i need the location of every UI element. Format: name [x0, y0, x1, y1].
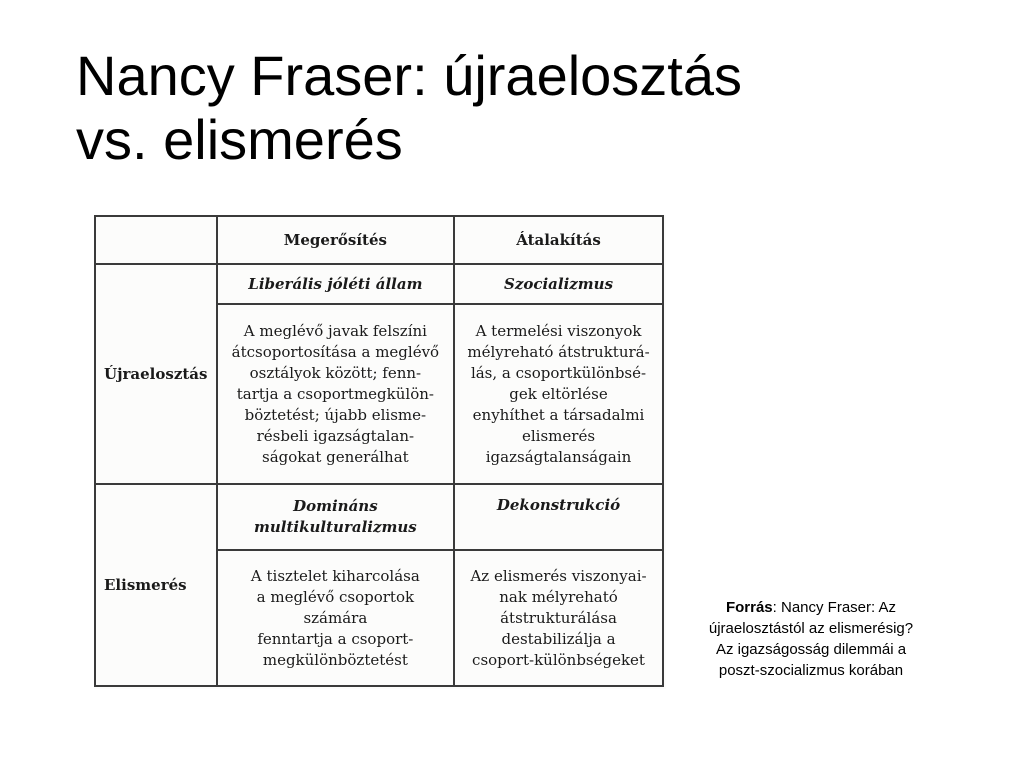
text-line: nak mélyreható [499, 587, 618, 606]
heading-line: multikulturalizmus [254, 518, 417, 536]
text-line: enyhíthet a társadalmi [472, 405, 645, 424]
text-line: A termelési viszonyok [475, 321, 642, 340]
text-line: tartja a csoportmegkülön- [236, 384, 434, 403]
text-line: megkülönböztetést [262, 650, 408, 669]
slide-title [76, 44, 976, 172]
redistribution-subheader-row [95, 264, 663, 304]
fraser-table [94, 215, 664, 687]
recognition-subheader-row [95, 484, 663, 550]
header-row [95, 216, 663, 264]
socialism-heading: Szocializmus [454, 264, 663, 304]
scanned-table-image [94, 215, 666, 689]
text-line: destabilizálja a [501, 629, 616, 648]
heading-line: Domináns [293, 497, 378, 515]
redistribution-transform-text [454, 304, 663, 484]
source-citation [676, 597, 946, 681]
source-label: Forrás [725, 599, 773, 616]
header-transformation: Átalakítás [454, 216, 663, 264]
source-line: újraelosztástól az elismerésig? [708, 620, 914, 637]
text-line: átstrukturálása [500, 608, 617, 627]
source-line: poszt-szocializmus korában [718, 662, 904, 679]
source-text: : Nancy Fraser: Az [772, 599, 897, 616]
text-line: A tisztelet kiharcolása [250, 566, 420, 585]
text-line: böztetést; újabb elisme- [244, 405, 427, 424]
text-line: igazságtalanságain [485, 447, 632, 466]
liberal-welfare-state-heading: Liberális jóléti állam [217, 264, 454, 304]
deconstruction-heading: Dekonstrukció [454, 484, 663, 550]
slide-title-line-2: vs. elismerés [76, 108, 403, 171]
text-line: a meglévő csoportok [256, 587, 415, 606]
text-line: A meglévő javak felszíni [243, 321, 427, 340]
header-affirmation: Megerősítés [217, 216, 454, 264]
text-line: résbeli igazságtalan- [256, 426, 415, 445]
recognition-affirm-text [217, 550, 454, 686]
text-line: mélyreható átstrukturá- [467, 342, 650, 361]
text-line: számára [303, 608, 368, 627]
slide-title-line-1: Nancy Fraser: újraelosztás [76, 44, 743, 107]
text-line: gek eltörlése [509, 384, 608, 403]
text-line: fenntartja a csoport- [257, 629, 414, 648]
text-line: átcsoportosítása a meglévő [231, 342, 440, 361]
text-line: ságokat generálhat [262, 447, 409, 466]
source-first-line [676, 597, 946, 618]
source-line: Az igazságosság dilemmái a [715, 641, 907, 658]
text-line: elismerés [522, 426, 596, 445]
text-line: csoport-különbségeket [472, 650, 645, 669]
dominant-multiculturalism-heading [217, 484, 454, 550]
header-empty-cell [95, 216, 217, 264]
text-line: Az elismerés viszonyai- [470, 566, 647, 585]
redistribution-affirm-text [217, 304, 454, 484]
row-label-recognition: Elismerés [95, 484, 217, 686]
text-line: lás, a csoportkülönbsé- [470, 363, 647, 382]
row-label-redistribution: Újraelosztás [95, 264, 217, 484]
text-line: osztályok között; fenn- [249, 363, 422, 382]
recognition-transform-text [454, 550, 663, 686]
